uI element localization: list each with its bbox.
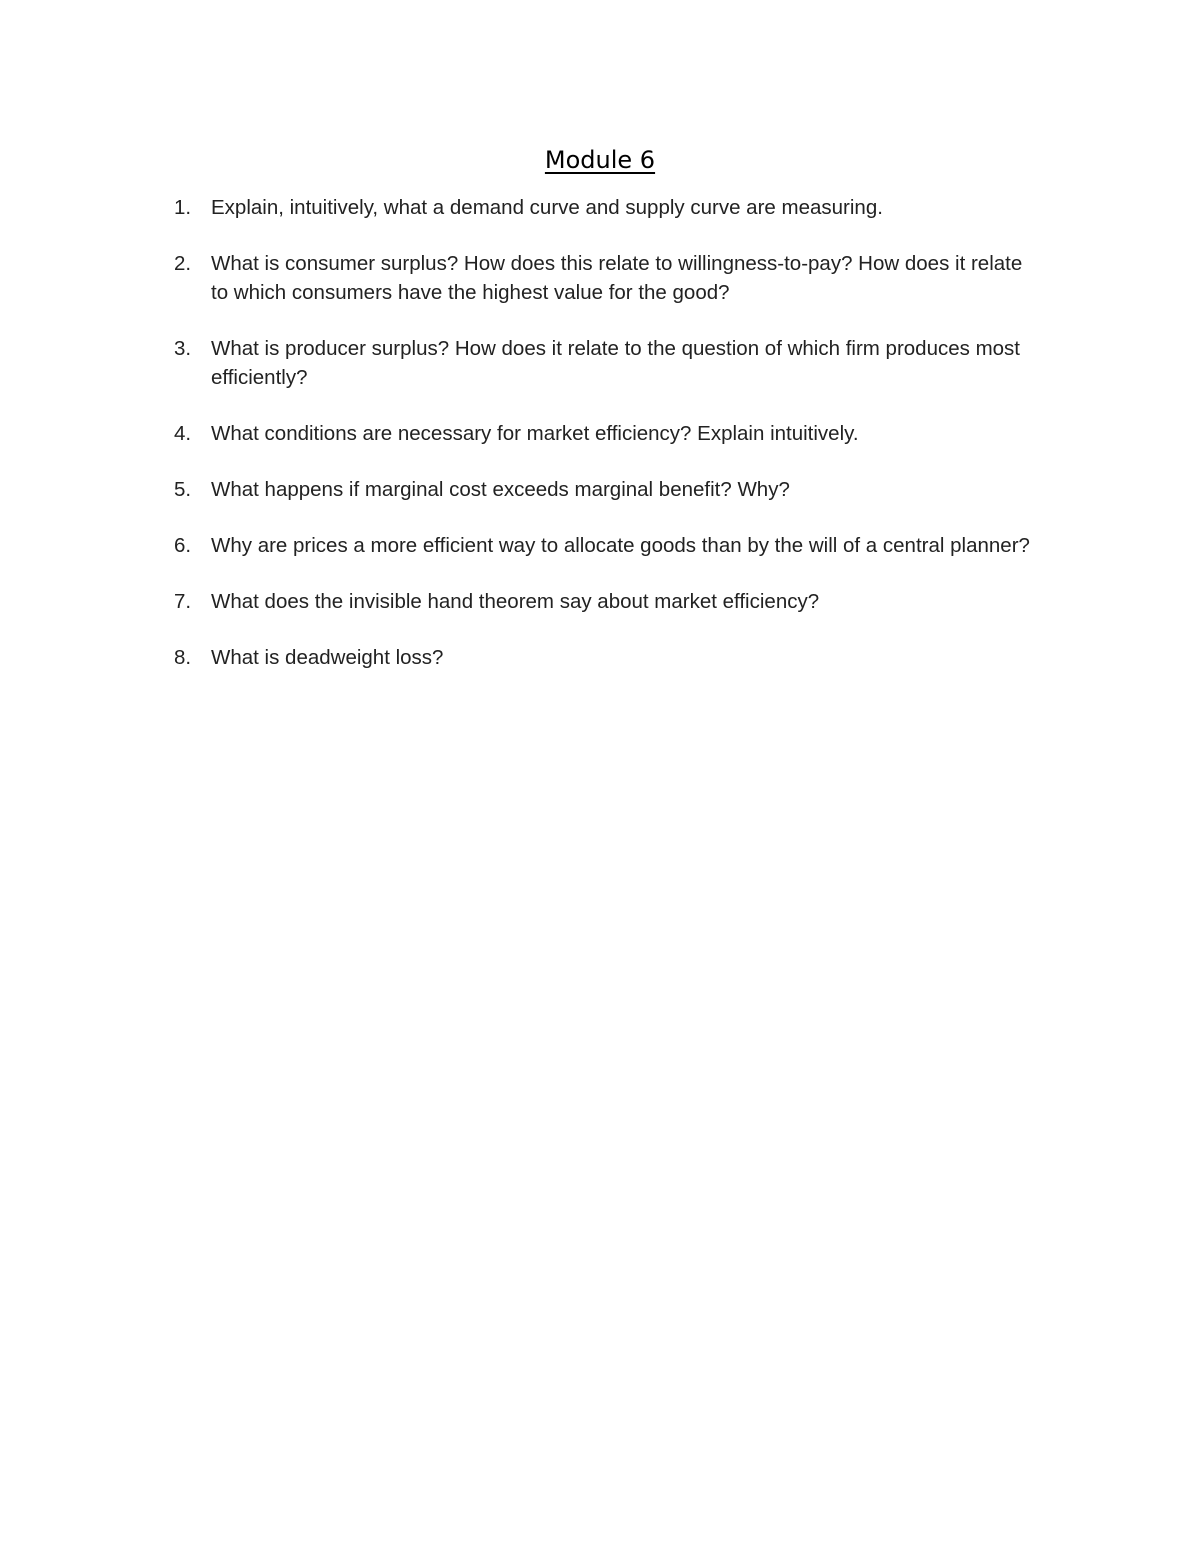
question-number: 4. (174, 422, 192, 445)
question-text: What happens if marginal cost exceeds marginal benefit? Why? (211, 478, 790, 501)
question-item-2 (174, 249, 1034, 307)
question-text: What conditions are necessary for market efficiency? Explain intuitively. (211, 422, 859, 445)
question-item-4 (174, 419, 1034, 448)
question-number: 3. (174, 337, 192, 360)
question-number: 8. (174, 646, 192, 669)
question-list (174, 193, 1034, 699)
question-item-8 (174, 643, 1034, 672)
question-item-7 (174, 587, 1034, 616)
question-number: 2. (174, 252, 192, 275)
question-number: 7. (174, 590, 192, 613)
question-text: What is deadweight loss? (211, 646, 444, 669)
question-item-3 (174, 334, 1034, 392)
question-number: 1. (174, 196, 192, 219)
question-text: What does the invisible hand theorem say about market efficiency? (211, 590, 820, 613)
document-title: Module 6 (544, 146, 656, 174)
question-item-1 (174, 193, 1034, 222)
question-text: What is consumer surplus? How does this relate to willingness-to-pay? How does it relate to which consumers have the highest value for the good? (211, 252, 1023, 304)
question-item-6 (174, 531, 1034, 560)
question-number: 6. (174, 534, 192, 557)
question-text: What is producer surplus? How does it relate to the question of which firm produces most efficiently? (211, 337, 1020, 389)
question-item-5 (174, 475, 1034, 504)
question-number: 5. (174, 478, 192, 501)
question-text: Why are prices a more efficient way to allocate goods than by the will of a central planner? (211, 534, 1030, 557)
question-text: Explain, intuitively, what a demand curve and supply curve are measuring. (211, 196, 883, 219)
